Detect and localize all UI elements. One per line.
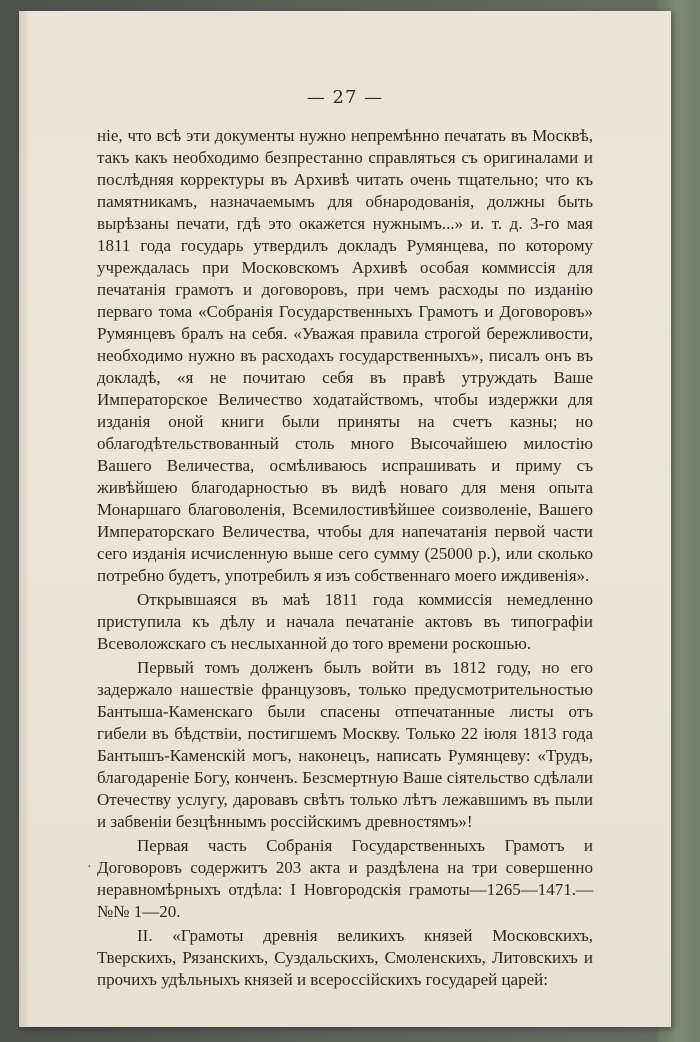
book-page [19, 11, 671, 1027]
paragraph-section-two: II. «Грамоты древнія великихъ князей Московскихъ, Тверскихъ, Рязанскихъ, Суздальскихъ, Смоленскихъ, Литовскихъ и прочихъ удѣльныхъ князей и всероссійскихъ государей царей: [97, 926, 593, 989]
paragraph-commission: Открывшаяся въ маѣ 1811 года коммиссія немедленно приступила къ дѣлу и начала печатаніе актовъ въ типографіи Всеволожскаго съ неслыханной до того времени роскошью. [97, 590, 593, 653]
page-text-body [97, 125, 593, 991]
paragraph-first-volume: Первый томъ долженъ былъ войти въ 1812 году, но его задержало нашествіе французовъ, только предусмотрительностью Бантыша-Каменскаго были спасены отпечатанные листы отъ гибели въ бѣдствіи, постигшемъ Москву. Только 22 іюля 1813 года Бантышъ-Каменскій могъ, наконецъ, написать Румянцеву: «Трудъ, благодареніе Богу, конченъ. Безсмертную Ваше сіятельство сдѣлали Отечеству услугу, даровавъ свѣтъ только лѣтъ лежавшимъ въ пыли и забвеніи безцѣннымъ россійскимъ древностямъ»! [97, 658, 593, 831]
paragraph-continued: ніе, что всѣ эти документы нужно непремѣнно печатать въ Москвѣ, такъ какъ необходимо безпрестанно справляться съ оригиналами и послѣдняя корректуры въ Архивѣ читать очень тщательно; что къ памятникамъ, назначаемымъ для обнародованія, должны быть вырѣзаны печати, гдѣ это окажется нужнымъ...» и. т. д. 3-го мая 1811 года государь утвердилъ докладъ Румянцева, по которому учреждалась при Московскомъ Архивѣ особая коммиссія для печатанія грамотъ и договоровъ, при чемъ расходы по изданію перваго тома «Собранія Государственныхъ Грамотъ и Договоровъ» Румянцевъ бралъ на себя. «Уважая правила строгой бережливости, необходимо нужно въ расходахъ государственныхъ», писалъ онъ въ докладѣ, «я не почитаю себя въ правѣ утруждать Ваше Императорское Величество ходатайствомъ, чтобы издержки для изданія оной книги были приняты на счетъ казны; но облагодѣтельствованный столь много Высочайшею милостію Вашего Величества, осмѣливаюсь испрашивать и приму съ живѣйшею благодарностью въ видѣ новаго для меня опыта Монаршаго благоволенія, Всемилостивѣйшее соизволеніе, Вашего Императорскаго Величества, чтобы для напечатанія первой части сего изданія исчисленную выше сего сумму (25000 р.), или сколько потребно будетъ, употребилъ я изъ собственнаго моего иждивенія». [97, 126, 593, 585]
paragraph-first-part: Первая часть Собранія Государственныхъ Грамотъ и Договоровъ содержитъ 203 акта и раздѣлена на три совершенно неравномѣрныхъ отдѣла: I Новгородскія грамоты—1265—1471.—№№ 1—20. [97, 836, 593, 921]
page-gutter-shadow [19, 11, 29, 1027]
page-number: — 27 — [306, 87, 384, 108]
margin-mark: · [87, 860, 92, 875]
